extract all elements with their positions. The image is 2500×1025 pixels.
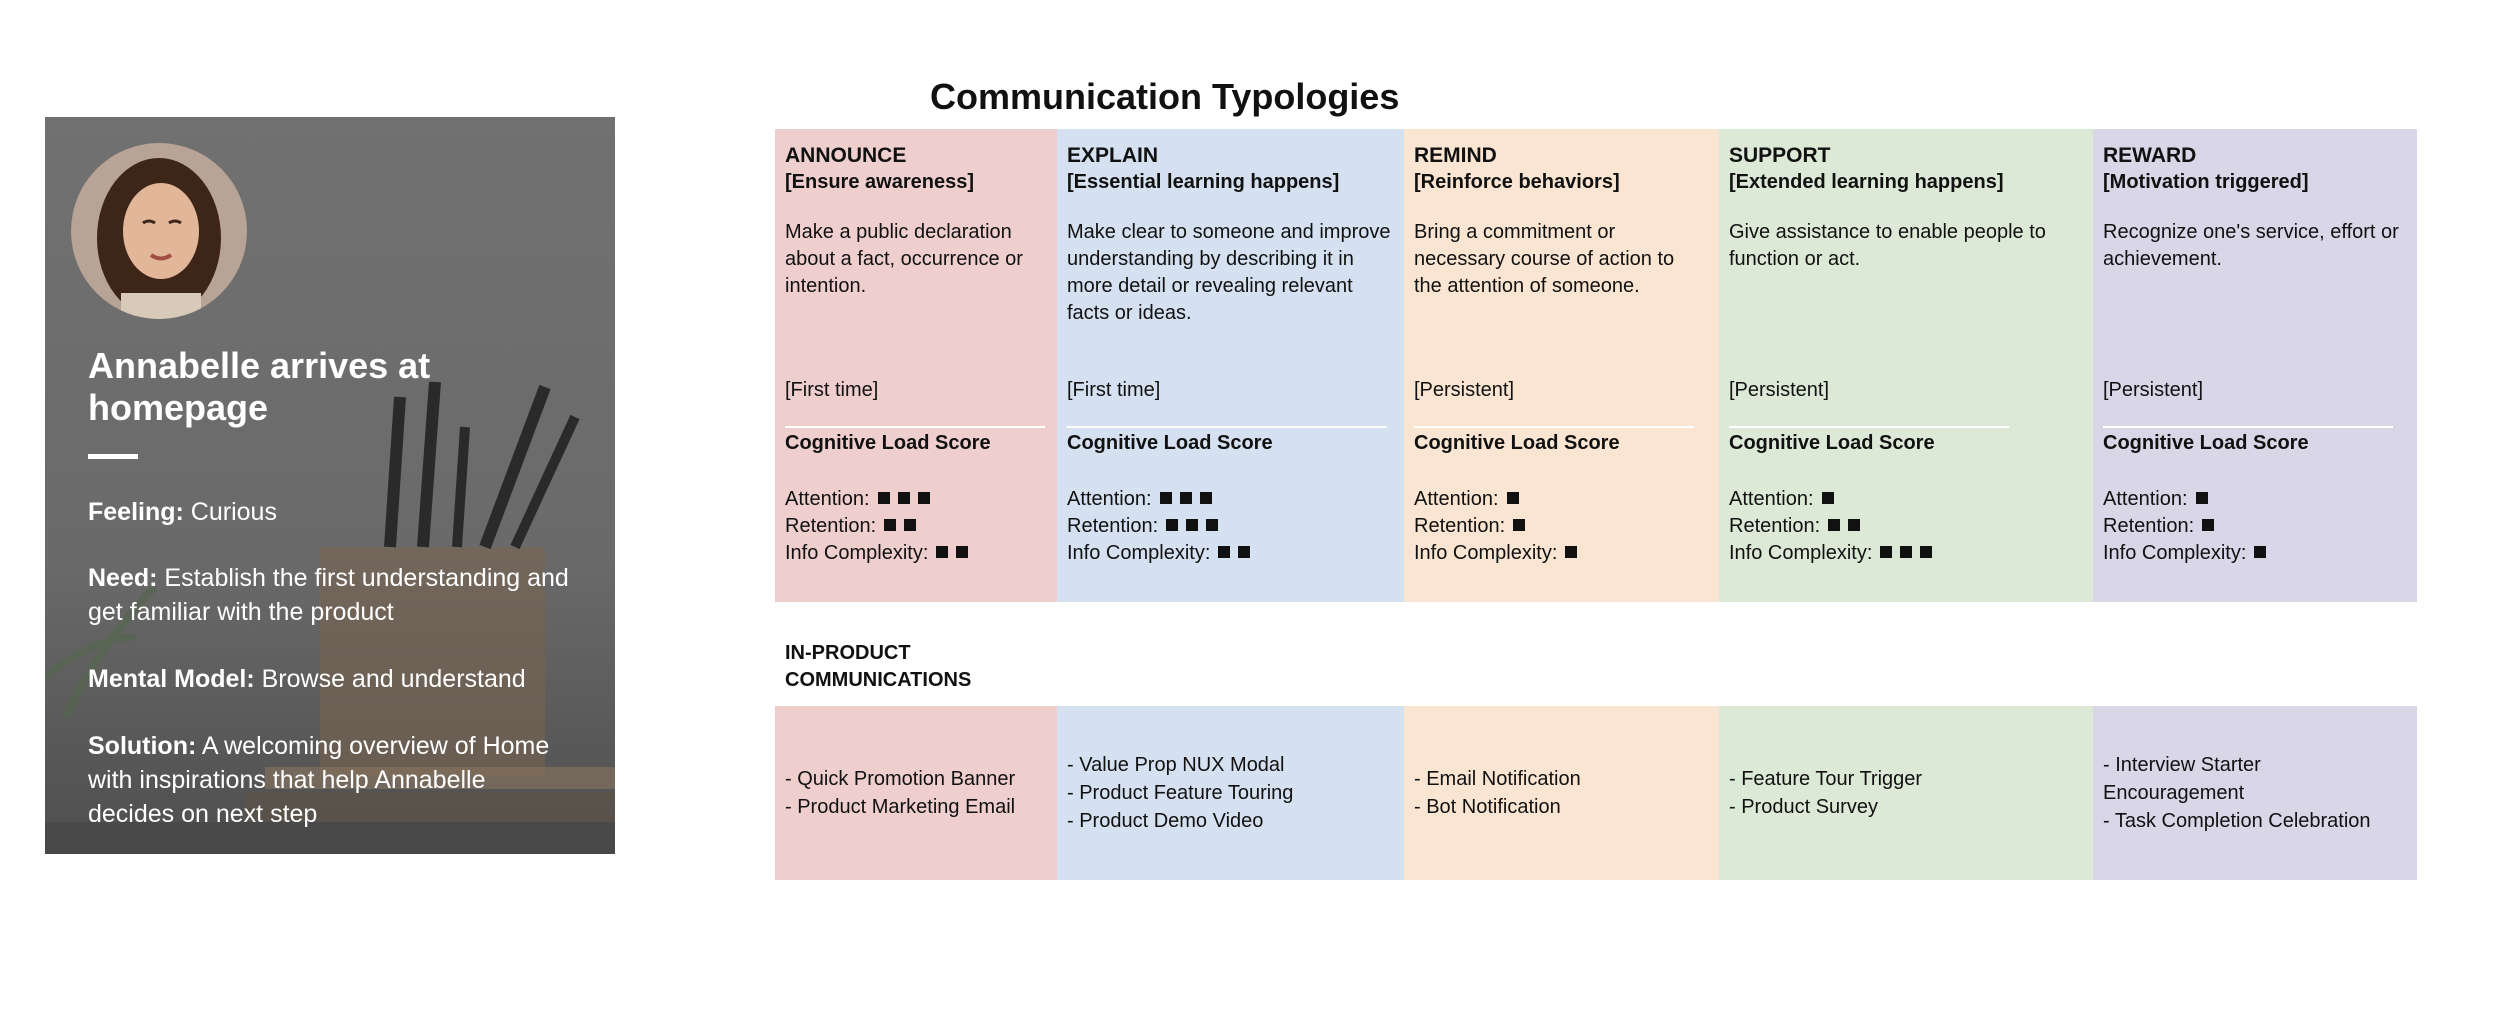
attention-score-label: Attention: bbox=[1729, 488, 1814, 510]
score-square-icon bbox=[904, 519, 916, 531]
score-square-icon bbox=[878, 492, 890, 504]
complexity-score bbox=[1414, 540, 1577, 567]
persona-solution: Solution: A welcoming overview of Home with inspirations that help Annabelle decides on next step bbox=[88, 732, 550, 828]
typology-frequency: [First time] bbox=[785, 379, 879, 401]
retention-score bbox=[1414, 513, 1577, 540]
score-square-icon bbox=[1218, 546, 1230, 558]
persona-card bbox=[45, 117, 615, 854]
score-square-icon bbox=[1166, 519, 1178, 531]
divider bbox=[1067, 426, 1387, 428]
typology-column-announce bbox=[775, 129, 1057, 602]
typology-description: Make clear to someone and improve understanding by describing it in more detail or revealing relevant facts or ideas. bbox=[1067, 221, 1391, 324]
typology-subtitle: [Motivation triggered] bbox=[2103, 171, 2309, 193]
complexity-score-label: Info Complexity: bbox=[1729, 542, 1873, 564]
attention-score bbox=[1067, 486, 1250, 513]
retention-score-label: Retention: bbox=[1729, 515, 1821, 537]
typology-description: Give assistance to enable people to function or act. bbox=[1729, 221, 2046, 270]
divider bbox=[1729, 426, 2009, 428]
list-item: - Interview Starter Encouragement bbox=[2103, 754, 2261, 804]
score-square-icon bbox=[1848, 519, 1860, 531]
avatar bbox=[71, 143, 247, 319]
typology-column-remind bbox=[1404, 129, 1719, 602]
complexity-score bbox=[1067, 540, 1250, 567]
in-product-cell-reward bbox=[2093, 706, 2417, 880]
score-square-icon bbox=[1920, 546, 1932, 558]
persona-title: Annabelle arrives at homepage bbox=[88, 345, 431, 428]
retention-score bbox=[2103, 513, 2266, 540]
score-square-icon bbox=[1565, 546, 1577, 558]
attention-score bbox=[785, 486, 968, 513]
retention-score bbox=[1729, 513, 1932, 540]
score-square-icon bbox=[2202, 519, 2214, 531]
attention-score bbox=[2103, 486, 2266, 513]
list-item: - Product Survey bbox=[1729, 796, 1878, 818]
typology-description: Bring a commitment or necessary course of action to the attention of someone. bbox=[1414, 221, 1675, 297]
persona-mental-model: Mental Model: Browse and understand bbox=[88, 665, 526, 693]
score-square-icon bbox=[936, 546, 948, 558]
score-square-icon bbox=[1880, 546, 1892, 558]
in-product-cell-support bbox=[1719, 706, 2093, 880]
cognitive-load-heading: Cognitive Load Score bbox=[1729, 432, 1935, 454]
list-item: - Bot Notification bbox=[1414, 796, 1561, 818]
score-square-icon bbox=[2254, 546, 2266, 558]
divider bbox=[785, 426, 1045, 428]
cognitive-load-metrics bbox=[1729, 486, 1932, 567]
retention-score-label: Retention: bbox=[1067, 515, 1159, 537]
typology-subtitle: [Reinforce behaviors] bbox=[1414, 171, 1620, 193]
score-square-icon bbox=[918, 492, 930, 504]
typology-subtitle: [Essential learning happens] bbox=[1067, 171, 1340, 193]
score-square-icon bbox=[1200, 492, 1212, 504]
list-item: - Email Notification bbox=[1414, 768, 1581, 790]
title-underline bbox=[88, 454, 138, 459]
in-product-list bbox=[1067, 751, 1293, 835]
typology-frequency: [Persistent] bbox=[1729, 379, 1830, 401]
list-item: - Task Completion Celebration bbox=[2103, 810, 2371, 832]
complexity-score bbox=[2103, 540, 2266, 567]
complexity-score bbox=[785, 540, 968, 567]
typology-subtitle: [Ensure awareness] bbox=[785, 171, 974, 193]
cognitive-load-metrics bbox=[1067, 486, 1250, 567]
score-square-icon bbox=[1507, 492, 1519, 504]
score-square-icon bbox=[956, 546, 968, 558]
score-square-icon bbox=[898, 492, 910, 504]
list-item: - Product Feature Touring bbox=[1067, 782, 1294, 804]
in-product-list bbox=[785, 765, 1015, 821]
retention-score bbox=[1067, 513, 1250, 540]
typology-description: Recognize one's service, effort or achievement. bbox=[2103, 221, 2399, 270]
typology-label: REWARD bbox=[2103, 144, 2197, 167]
score-square-icon bbox=[1186, 519, 1198, 531]
in-product-list bbox=[1729, 765, 1922, 821]
score-square-icon bbox=[1828, 519, 1840, 531]
score-square-icon bbox=[1180, 492, 1192, 504]
in-product-list bbox=[1414, 765, 1581, 821]
cognitive-load-metrics bbox=[2103, 486, 2266, 567]
typology-label: ANNOUNCE bbox=[785, 144, 907, 167]
complexity-score-label: Info Complexity: bbox=[1414, 542, 1558, 564]
typology-column-support bbox=[1719, 129, 2093, 602]
cognitive-load-heading: Cognitive Load Score bbox=[1067, 432, 1273, 454]
divider bbox=[2103, 426, 2393, 428]
in-product-list bbox=[2103, 751, 2407, 835]
table-title: Communication Typologies bbox=[930, 76, 1400, 117]
complexity-score-label: Info Complexity: bbox=[1067, 542, 1211, 564]
cognitive-load-heading: Cognitive Load Score bbox=[1414, 432, 1620, 454]
in-product-cell-announce bbox=[775, 706, 1057, 880]
typology-subtitle: [Extended learning happens] bbox=[1729, 171, 2004, 193]
attention-score-label: Attention: bbox=[1067, 488, 1152, 510]
list-item: - Quick Promotion Banner bbox=[785, 768, 1016, 790]
score-square-icon bbox=[1513, 519, 1525, 531]
typology-label: EXPLAIN bbox=[1067, 144, 1159, 167]
list-item: - Product Marketing Email bbox=[785, 796, 1016, 818]
typology-frequency: [Persistent] bbox=[2103, 379, 2204, 401]
in-product-cell-explain bbox=[1057, 706, 1404, 880]
score-square-icon bbox=[1206, 519, 1218, 531]
complexity-score-label: Info Complexity: bbox=[2103, 542, 2247, 564]
attention-score-label: Attention: bbox=[2103, 488, 2188, 510]
attention-score bbox=[1414, 486, 1577, 513]
retention-score-label: Retention: bbox=[1414, 515, 1506, 537]
score-square-icon bbox=[884, 519, 896, 531]
score-square-icon bbox=[1238, 546, 1250, 558]
retention-score-label: Retention: bbox=[2103, 515, 2195, 537]
typology-frequency: [Persistent] bbox=[1414, 379, 1515, 401]
list-item: - Value Prop NUX Modal bbox=[1067, 754, 1285, 776]
score-square-icon bbox=[1822, 492, 1834, 504]
typology-frequency: [First time] bbox=[1067, 379, 1161, 401]
section-label: IN-PRODUCT COMMUNICATIONS bbox=[785, 642, 972, 691]
complexity-score bbox=[1729, 540, 1932, 567]
persona-need: Need: Establish the first understanding and get familiar with the product bbox=[88, 564, 569, 626]
typology-column-explain bbox=[1057, 129, 1404, 602]
persona-feeling: Feeling: Curious bbox=[88, 498, 277, 526]
cognitive-load-metrics bbox=[785, 486, 968, 567]
typology-label: REMIND bbox=[1414, 144, 1497, 167]
cognitive-load-heading: Cognitive Load Score bbox=[2103, 432, 2309, 454]
score-square-icon bbox=[2196, 492, 2208, 504]
complexity-score-label: Info Complexity: bbox=[785, 542, 929, 564]
attention-score bbox=[1729, 486, 1932, 513]
cognitive-load-heading: Cognitive Load Score bbox=[785, 432, 991, 454]
score-square-icon bbox=[1160, 492, 1172, 504]
typology-description: Make a public declaration about a fact, occurrence or intention. bbox=[785, 221, 1023, 297]
list-item: - Product Demo Video bbox=[1067, 810, 1264, 832]
typology-column-reward bbox=[2093, 129, 2417, 602]
retention-score-label: Retention: bbox=[785, 515, 877, 537]
attention-score-label: Attention: bbox=[785, 488, 870, 510]
list-item: - Feature Tour Trigger bbox=[1729, 768, 1923, 790]
typology-label: SUPPORT bbox=[1729, 144, 1831, 167]
divider bbox=[1414, 426, 1694, 428]
attention-score-label: Attention: bbox=[1414, 488, 1499, 510]
cognitive-load-metrics bbox=[1414, 486, 1577, 567]
in-product-cell-remind bbox=[1404, 706, 1719, 880]
retention-score bbox=[785, 513, 968, 540]
score-square-icon bbox=[1900, 546, 1912, 558]
